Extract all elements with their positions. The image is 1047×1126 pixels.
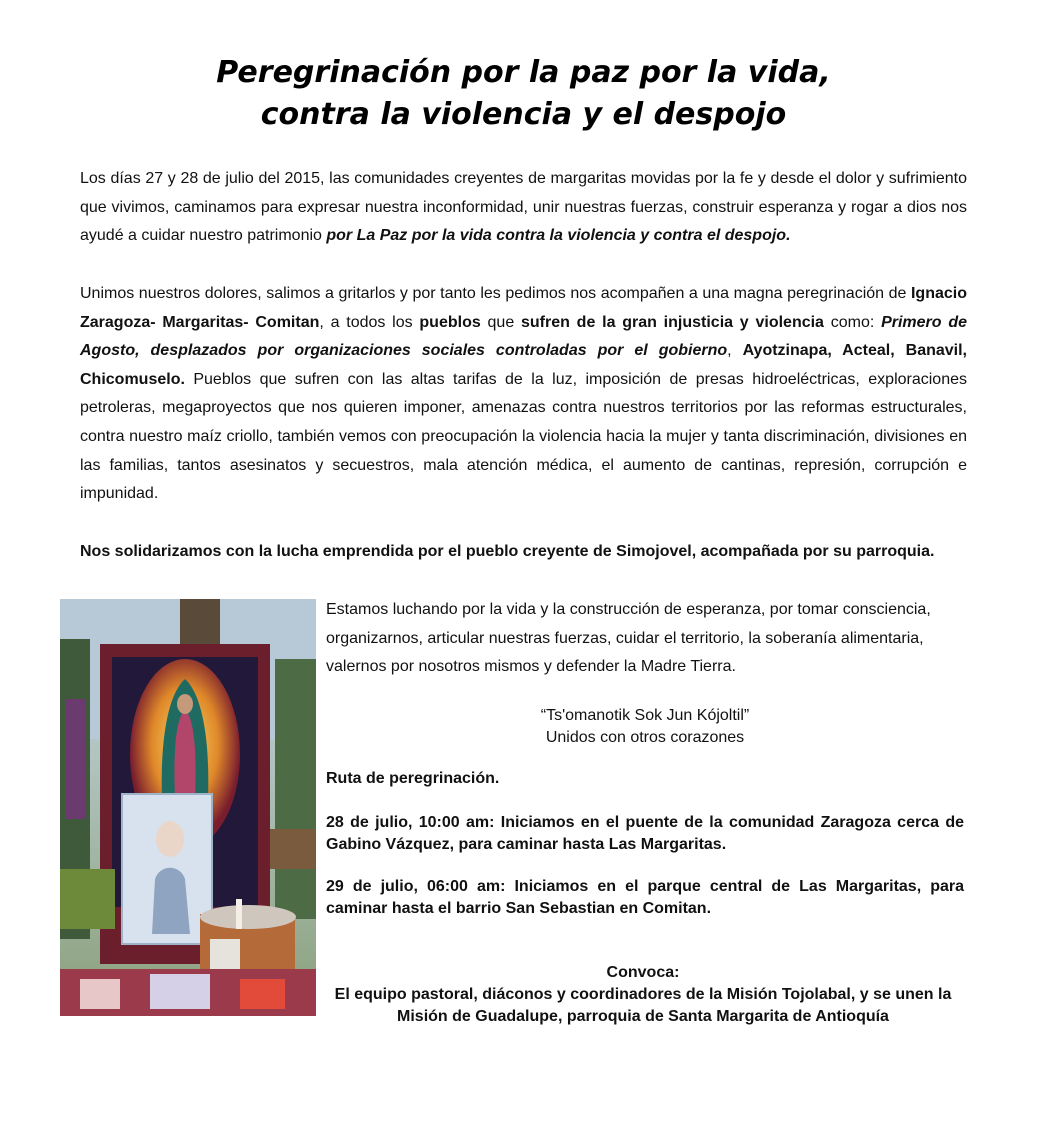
route-names: Ignacio Zaragoza- Margaritas- Comitan	[80, 285, 967, 331]
call-text-4: como:	[823, 313, 882, 331]
title-line-1: Peregrinación por la paz por la vida,	[216, 55, 831, 90]
title-line-2: contra la violencia y el despojo	[260, 97, 787, 132]
quote-tojolabal: “Ts'omanotik Sok Jun Kójoltil”	[540, 707, 750, 724]
pueblos-bold: pueblos	[419, 313, 481, 331]
convoca-label: Convoca:	[606, 964, 680, 981]
altar-photo	[60, 599, 316, 1016]
call-text-3: que	[480, 313, 521, 331]
call-text-6: Pueblos que sufren con las altas tarifas de la luz, imposición de presas hidroeléctricas, exploraciones petroleras, megaproyectos que nos quieren imponer, amenazas contra nuestros territorios por las reformas estructurales, contra nuestro maíz criollo, también vemos con preocupación la violencia hacia la mujer y tanta discriminación, divisiones en las familias, tantos asesinatos y secuestros, mala atención médica, el aumento de cantinas, represión, corrupción e impunidad.	[80, 370, 967, 503]
quote-block	[326, 705, 964, 749]
intro-paragraph	[80, 165, 967, 251]
convoca-line-2: Misión de Guadalupe, parroquia de Santa Margarita de Antioquía	[397, 1008, 889, 1025]
injustice-bold: sufren de la gran injusticia y violencia	[521, 313, 824, 331]
page-title	[0, 52, 1047, 136]
quote-translation: Unidos con otros corazones	[545, 729, 745, 746]
call-text-1: Unimos nuestros dolores, salimos a gritarlos y por tanto les pedimos nos acompañen a una magna peregrinación de	[80, 285, 911, 302]
convoca-line-1: El equipo pastoral, diáconos y coordinadores de la Misión Tojolabal, y se unen la	[334, 986, 952, 1003]
route-heading: Ruta de peregrinación.	[326, 770, 500, 787]
call-text-2: , a todos los	[319, 313, 420, 331]
places-bold: Ayotzinapa, Acteal, Banavil, Chicomuselo.	[80, 342, 968, 388]
intro-text: Los días 27 y 28 de julio del 2015, las comunidades creyentes de margaritas movidas por la fe y desde el dolor y sufrimiento que vivimos, caminamos para expresar nuestra inconformidad, unir nuestras fuerzas, construir esperanza y rogar a dios nos ayudé a cuidar nuestro patrimonio	[80, 170, 967, 245]
intro-emphasis: por La Paz por la vida contra la violencia y contra el despojo.	[326, 227, 791, 245]
displaced-emphasis: Primero de Agosto, desplazados por organizaciones sociales controladas por el gobierno	[80, 313, 967, 360]
convoca-block	[316, 962, 970, 1028]
struggle-paragraph: Estamos luchando por la vida y la construcción de esperanza, por tomar consciencia, organizarnos, articular nuestras fuerzas, cuidar el territorio, la soberanía alimentaria, valernos por nosotros mismos y defender la Madre Tierra.	[326, 601, 931, 676]
solidarity-paragraph: Nos solidarizamos con la lucha emprendida por el pueblo creyente de Simojovel, acompañada por su parroquia.	[80, 543, 935, 560]
route-item-2: 29 de julio, 06:00 am: Iniciamos en el parque central de Las Margaritas, para caminar hasta el barrio San Sebastian en Comitan.	[326, 878, 964, 917]
route-item-1: 28 de julio, 10:00 am: Iniciamos en el puente de la comunidad Zaragoza cerca de Gabino Vázquez, para caminar hasta Las Margaritas.	[326, 814, 964, 853]
call-paragraph	[80, 280, 967, 509]
call-text-5: ,	[727, 342, 743, 360]
